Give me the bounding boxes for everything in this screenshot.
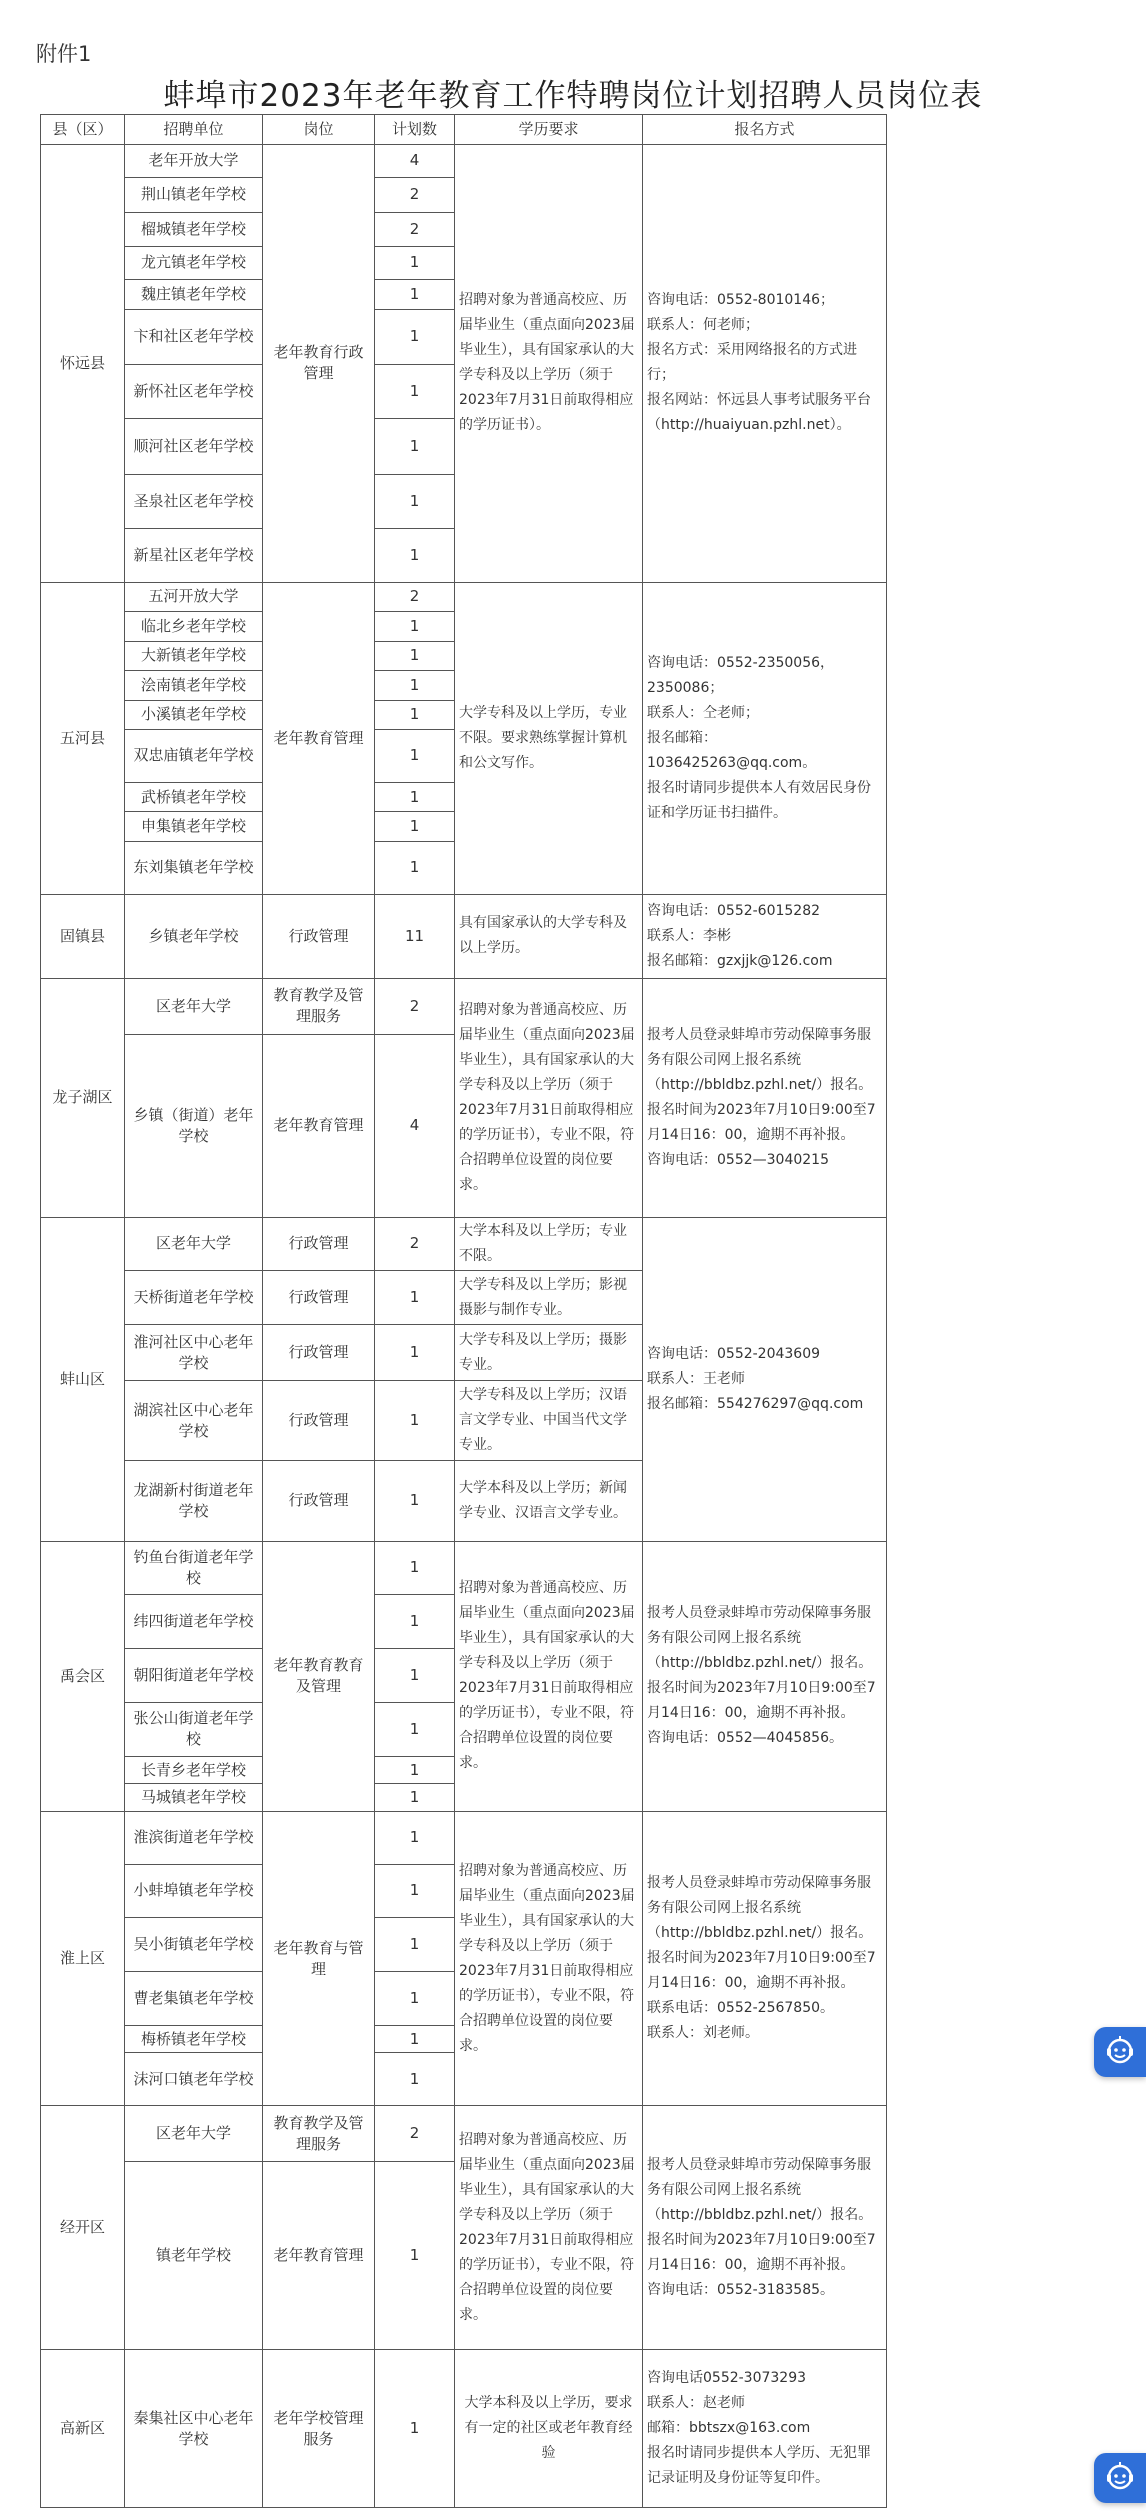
unit-cell: 榴城镇老年学校 — [125, 213, 263, 247]
table-row — [41, 1217, 887, 1271]
unit-cell: 淮河社区中心老年学校 — [125, 1325, 263, 1381]
unit-cell: 乡镇（街道）老年学校 — [125, 1034, 263, 1217]
count-cell: 1 — [375, 782, 455, 811]
count-cell: 1 — [375, 1541, 455, 1595]
position-cell: 老年教育管理 — [263, 582, 375, 894]
position-cell: 老年教育教育及管理 — [263, 1541, 375, 1811]
requirement-cell: 大学专科及以上学历；摄影专业。 — [455, 1325, 643, 1381]
apply-cell: 报考人员登录蚌埠市劳动保障事务服务有限公司网上报名系统（http://bbldbz.pzhl.net/）报名。 报名时间为2023年7月10日9:00至7月14日16：00，逾期不再补报。 咨询电话：0552-3183585。 — [643, 2106, 887, 2350]
table-row — [41, 1811, 887, 1864]
recruitment-table — [40, 114, 887, 2508]
apply-cell: 咨询电话：0552-2350056，2350086； 联系人：仝老师； 报名邮箱：1036425263@qq.com。 报名时请同步提供本人有效居民身份证和学历证书扫描件。 — [643, 582, 887, 894]
unit-cell: 双忠庙镇老年学校 — [125, 730, 263, 783]
county-cell: 蚌山区 — [41, 1217, 125, 1541]
table-row — [41, 582, 887, 611]
requirement-cell: 具有国家承认的大学专科及以上学历。 — [455, 894, 643, 978]
position-cell: 老年教育与管理 — [263, 1811, 375, 2106]
unit-cell: 马城镇老年学校 — [125, 1784, 263, 1811]
county-cell: 高新区 — [41, 2350, 125, 2508]
count-cell: 4 — [375, 1034, 455, 1217]
unit-cell: 临北乡老年学校 — [125, 612, 263, 641]
unit-cell: 纬四街道老年学校 — [125, 1595, 263, 1649]
apply-cell: 报考人员登录蚌埠市劳动保障事务服务有限公司网上报名系统（http://bbldbz.pzhl.net/）报名。 报名时间为2023年7月10日9:00至7月14日16：00，逾期不再补报。 联系电话：0552-2567850。 联系人：刘老师。 — [643, 1811, 887, 2106]
header-county: 县（区） — [41, 115, 125, 145]
count-cell: 2 — [375, 582, 455, 611]
unit-cell: 吴小街镇老年学校 — [125, 1918, 263, 1972]
unit-cell: 五河开放大学 — [125, 582, 263, 611]
unit-cell: 区老年大学 — [125, 978, 263, 1034]
unit-cell: 新怀社区老年学校 — [125, 365, 263, 419]
attachment-label: 附件1 — [36, 42, 92, 66]
count-cell: 1 — [375, 1461, 455, 1541]
unit-cell: 沫河口镇老年学校 — [125, 2053, 263, 2106]
apply-cell: 报考人员登录蚌埠市劳动保障事务服务有限公司网上报名系统（http://bbldbz.pzhl.net/）报名。 报名时间为2023年7月10日9:00至7月14日16：00，逾期不再补报。 咨询电话：0552—4045856。 — [643, 1541, 887, 1811]
count-cell: 1 — [375, 1381, 455, 1461]
requirement-cell: 大学本科及以上学历，要求有一定的社区或老年教育经验 — [455, 2350, 643, 2508]
count-cell: 1 — [375, 612, 455, 641]
apply-cell: 报考人员登录蚌埠市劳动保障事务服务有限公司网上报名系统（http://bbldbz.pzhl.net/）报名。 报名时间为2023年7月10日9:00至7月14日16：00，逾期不再补报。 咨询电话：0552—3040215 — [643, 978, 887, 1217]
count-cell: 1 — [375, 280, 455, 309]
county-cell: 淮上区 — [41, 1811, 125, 2106]
count-cell: 2 — [375, 213, 455, 247]
table-row — [41, 145, 887, 178]
table-row — [41, 978, 887, 1034]
header-apply: 报名方式 — [643, 115, 887, 145]
unit-cell: 秦集社区中心老年学校 — [125, 2350, 263, 2508]
count-cell: 1 — [375, 246, 455, 280]
count-cell: 1 — [375, 641, 455, 670]
count-cell: 2 — [375, 2106, 455, 2162]
count-cell: 1 — [375, 528, 455, 582]
count-cell: 1 — [375, 475, 455, 529]
requirement-cell: 招聘对象为普通高校应、历届毕业生（重点面向2023届毕业生），具有国家承认的大学专科及以上学历（须于2023年7月31日前取得相应的学历证书），专业不限，符合招聘单位设置的岗位要求。 — [455, 1541, 643, 1811]
count-cell: 1 — [375, 1325, 455, 1381]
apply-cell: 咨询电话0552-3073293 联系人：赵老师 邮箱：bbtszx@163.com 报名时请同步提供本人学历、无犯罪记录证明及身份证等复印件。 — [643, 2350, 887, 2508]
robot-assistant-icon — [1103, 2459, 1137, 2497]
unit-cell: 湖滨社区中心老年学校 — [125, 1381, 263, 1461]
count-cell: 1 — [375, 1649, 455, 1703]
position-cell: 教育教学及管理服务 — [263, 2106, 375, 2162]
count-cell: 1 — [375, 1784, 455, 1811]
position-cell: 行政管理 — [263, 1271, 375, 1325]
unit-cell: 龙亢镇老年学校 — [125, 246, 263, 280]
county-cell: 经开区 — [41, 2106, 125, 2350]
requirement-cell: 招聘对象为普通高校应、历届毕业生（重点面向2023届毕业生），具有国家承认的大学专科及以上学历（须于2023年7月31日前取得相应的学历证书），专业不限，符合招聘单位设置的岗位要求。 — [455, 1811, 643, 2106]
position-cell: 老年学校管理服务 — [263, 2350, 375, 2508]
robot-assistant-icon — [1103, 2033, 1137, 2071]
unit-cell: 镇老年学校 — [125, 2162, 263, 2350]
position-cell: 行政管理 — [263, 1217, 375, 1271]
count-cell: 1 — [375, 1703, 455, 1757]
position-cell: 教育教学及管理服务 — [263, 978, 375, 1034]
count-cell: 1 — [375, 365, 455, 419]
count-cell: 1 — [375, 671, 455, 700]
count-cell: 4 — [375, 145, 455, 178]
unit-cell: 曹老集镇老年学校 — [125, 1972, 263, 2026]
count-cell: 1 — [375, 2162, 455, 2350]
unit-cell: 朝阳街道老年学校 — [125, 1649, 263, 1703]
table-header-row — [41, 115, 887, 145]
requirement-cell: 招聘对象为普通高校应、历届毕业生（重点面向2023届毕业生），具有国家承认的大学专科及以上学历（须于2023年7月31日前取得相应的学历证书），专业不限，符合招聘单位设置的岗位要求。 — [455, 2106, 643, 2350]
count-cell: 1 — [375, 841, 455, 894]
count-cell: 1 — [375, 1972, 455, 2026]
position-cell: 行政管理 — [263, 1325, 375, 1381]
table-row — [41, 1541, 887, 1595]
count-cell: 1 — [375, 2053, 455, 2106]
assistant-float-button[interactable] — [1094, 2453, 1146, 2503]
unit-cell: 乡镇老年学校 — [125, 894, 263, 978]
unit-cell: 老年开放大学 — [125, 145, 263, 178]
count-cell: 1 — [375, 1756, 455, 1783]
unit-cell: 新星社区老年学校 — [125, 528, 263, 582]
requirement-cell: 大学本科及以上学历；新闻学专业、汉语言文学专业。 — [455, 1461, 643, 1541]
unit-cell: 淮滨街道老年学校 — [125, 1811, 263, 1864]
count-cell: 1 — [375, 1811, 455, 1864]
header-requirement: 学历要求 — [455, 115, 643, 145]
header-unit: 招聘单位 — [125, 115, 263, 145]
county-cell: 怀远县 — [41, 145, 125, 583]
unit-cell: 钓鱼台街道老年学校 — [125, 1541, 263, 1595]
position-cell: 老年教育管理 — [263, 2162, 375, 2350]
table-row — [41, 2106, 887, 2162]
count-cell: 1 — [375, 419, 455, 475]
header-count: 计划数 — [375, 115, 455, 145]
unit-cell: 区老年大学 — [125, 2106, 263, 2162]
unit-cell: 浍南镇老年学校 — [125, 671, 263, 700]
assistant-float-button[interactable] — [1094, 2027, 1146, 2077]
page-title: 蚌埠市2023年老年教育工作特聘岗位计划招聘人员岗位表 — [163, 78, 983, 114]
count-cell: 1 — [375, 812, 455, 841]
count-cell: 2 — [375, 177, 455, 213]
count-cell: 11 — [375, 894, 455, 978]
unit-cell: 圣泉社区老年学校 — [125, 475, 263, 529]
count-cell: 2 — [375, 1217, 455, 1271]
unit-cell: 大新镇老年学校 — [125, 641, 263, 670]
requirement-cell: 大学专科及以上学历，专业不限。要求熟练掌握计算机和公文写作。 — [455, 582, 643, 894]
apply-cell: 咨询电话：0552-6015282 联系人：李彬 报名邮箱：gzxjjk@126.com — [643, 894, 887, 978]
unit-cell: 卞和社区老年学校 — [125, 309, 263, 365]
unit-cell: 区老年大学 — [125, 1217, 263, 1271]
county-cell: 五河县 — [41, 582, 125, 894]
apply-cell: 咨询电话：0552-2043609 联系人：王老师 报名邮箱：554276297@qq.com — [643, 1217, 887, 1541]
count-cell: 1 — [375, 730, 455, 783]
unit-cell: 张公山街道老年学校 — [125, 1703, 263, 1757]
unit-cell: 申集镇老年学校 — [125, 812, 263, 841]
count-cell: 1 — [375, 1864, 455, 1918]
county-cell: 龙子湖区 — [41, 978, 125, 1217]
count-cell: 1 — [375, 309, 455, 365]
county-cell: 固镇县 — [41, 894, 125, 978]
county-cell: 禹会区 — [41, 1541, 125, 1811]
unit-cell: 梅桥镇老年学校 — [125, 2026, 263, 2053]
requirement-cell: 大学专科及以上学历；影视摄影与制作专业。 — [455, 1271, 643, 1325]
count-cell: 1 — [375, 2350, 455, 2508]
count-cell: 2 — [375, 978, 455, 1034]
requirement-cell: 招聘对象为普通高校应、历届毕业生（重点面向2023届毕业生），具有国家承认的大学专科及以上学历（须于2023年7月31日前取得相应的学历证书），专业不限，符合招聘单位设置的岗位要求。 — [455, 978, 643, 1217]
count-cell: 1 — [375, 1918, 455, 1972]
count-cell: 1 — [375, 1271, 455, 1325]
apply-cell: 咨询电话：0552-8010146； 联系人：何老师； 报名方式：采用网络报名的方式进行； 报名网站：怀远县人事考试服务平台（http://huaiyuan.pzhl.net）。 — [643, 145, 887, 583]
count-cell: 1 — [375, 700, 455, 729]
unit-cell: 魏庄镇老年学校 — [125, 280, 263, 309]
position-cell: 老年教育管理 — [263, 1034, 375, 1217]
unit-cell: 龙湖新村街道老年学校 — [125, 1461, 263, 1541]
unit-cell: 长青乡老年学校 — [125, 1756, 263, 1783]
unit-cell: 天桥街道老年学校 — [125, 1271, 263, 1325]
unit-cell: 荆山镇老年学校 — [125, 177, 263, 213]
unit-cell: 小蚌埠镇老年学校 — [125, 1864, 263, 1918]
unit-cell: 顺河社区老年学校 — [125, 419, 263, 475]
position-cell: 行政管理 — [263, 1381, 375, 1461]
position-cell: 行政管理 — [263, 1461, 375, 1541]
requirement-cell: 大学专科及以上学历；汉语言文学专业、中国当代文学专业。 — [455, 1381, 643, 1461]
header-position: 岗位 — [263, 115, 375, 145]
table-row — [41, 894, 887, 978]
table-row — [41, 2350, 887, 2508]
requirement-cell: 大学本科及以上学历；专业不限。 — [455, 1217, 643, 1271]
requirement-cell: 招聘对象为普通高校应、历届毕业生（重点面向2023届毕业生），具有国家承认的大学专科及以上学历（须于2023年7月31日前取得相应的学历证书）。 — [455, 145, 643, 583]
position-cell: 行政管理 — [263, 894, 375, 978]
unit-cell: 东刘集镇老年学校 — [125, 841, 263, 894]
count-cell: 1 — [375, 1595, 455, 1649]
unit-cell: 小溪镇老年学校 — [125, 700, 263, 729]
count-cell: 1 — [375, 2026, 455, 2053]
unit-cell: 武桥镇老年学校 — [125, 782, 263, 811]
position-cell: 老年教育行政管理 — [263, 145, 375, 583]
